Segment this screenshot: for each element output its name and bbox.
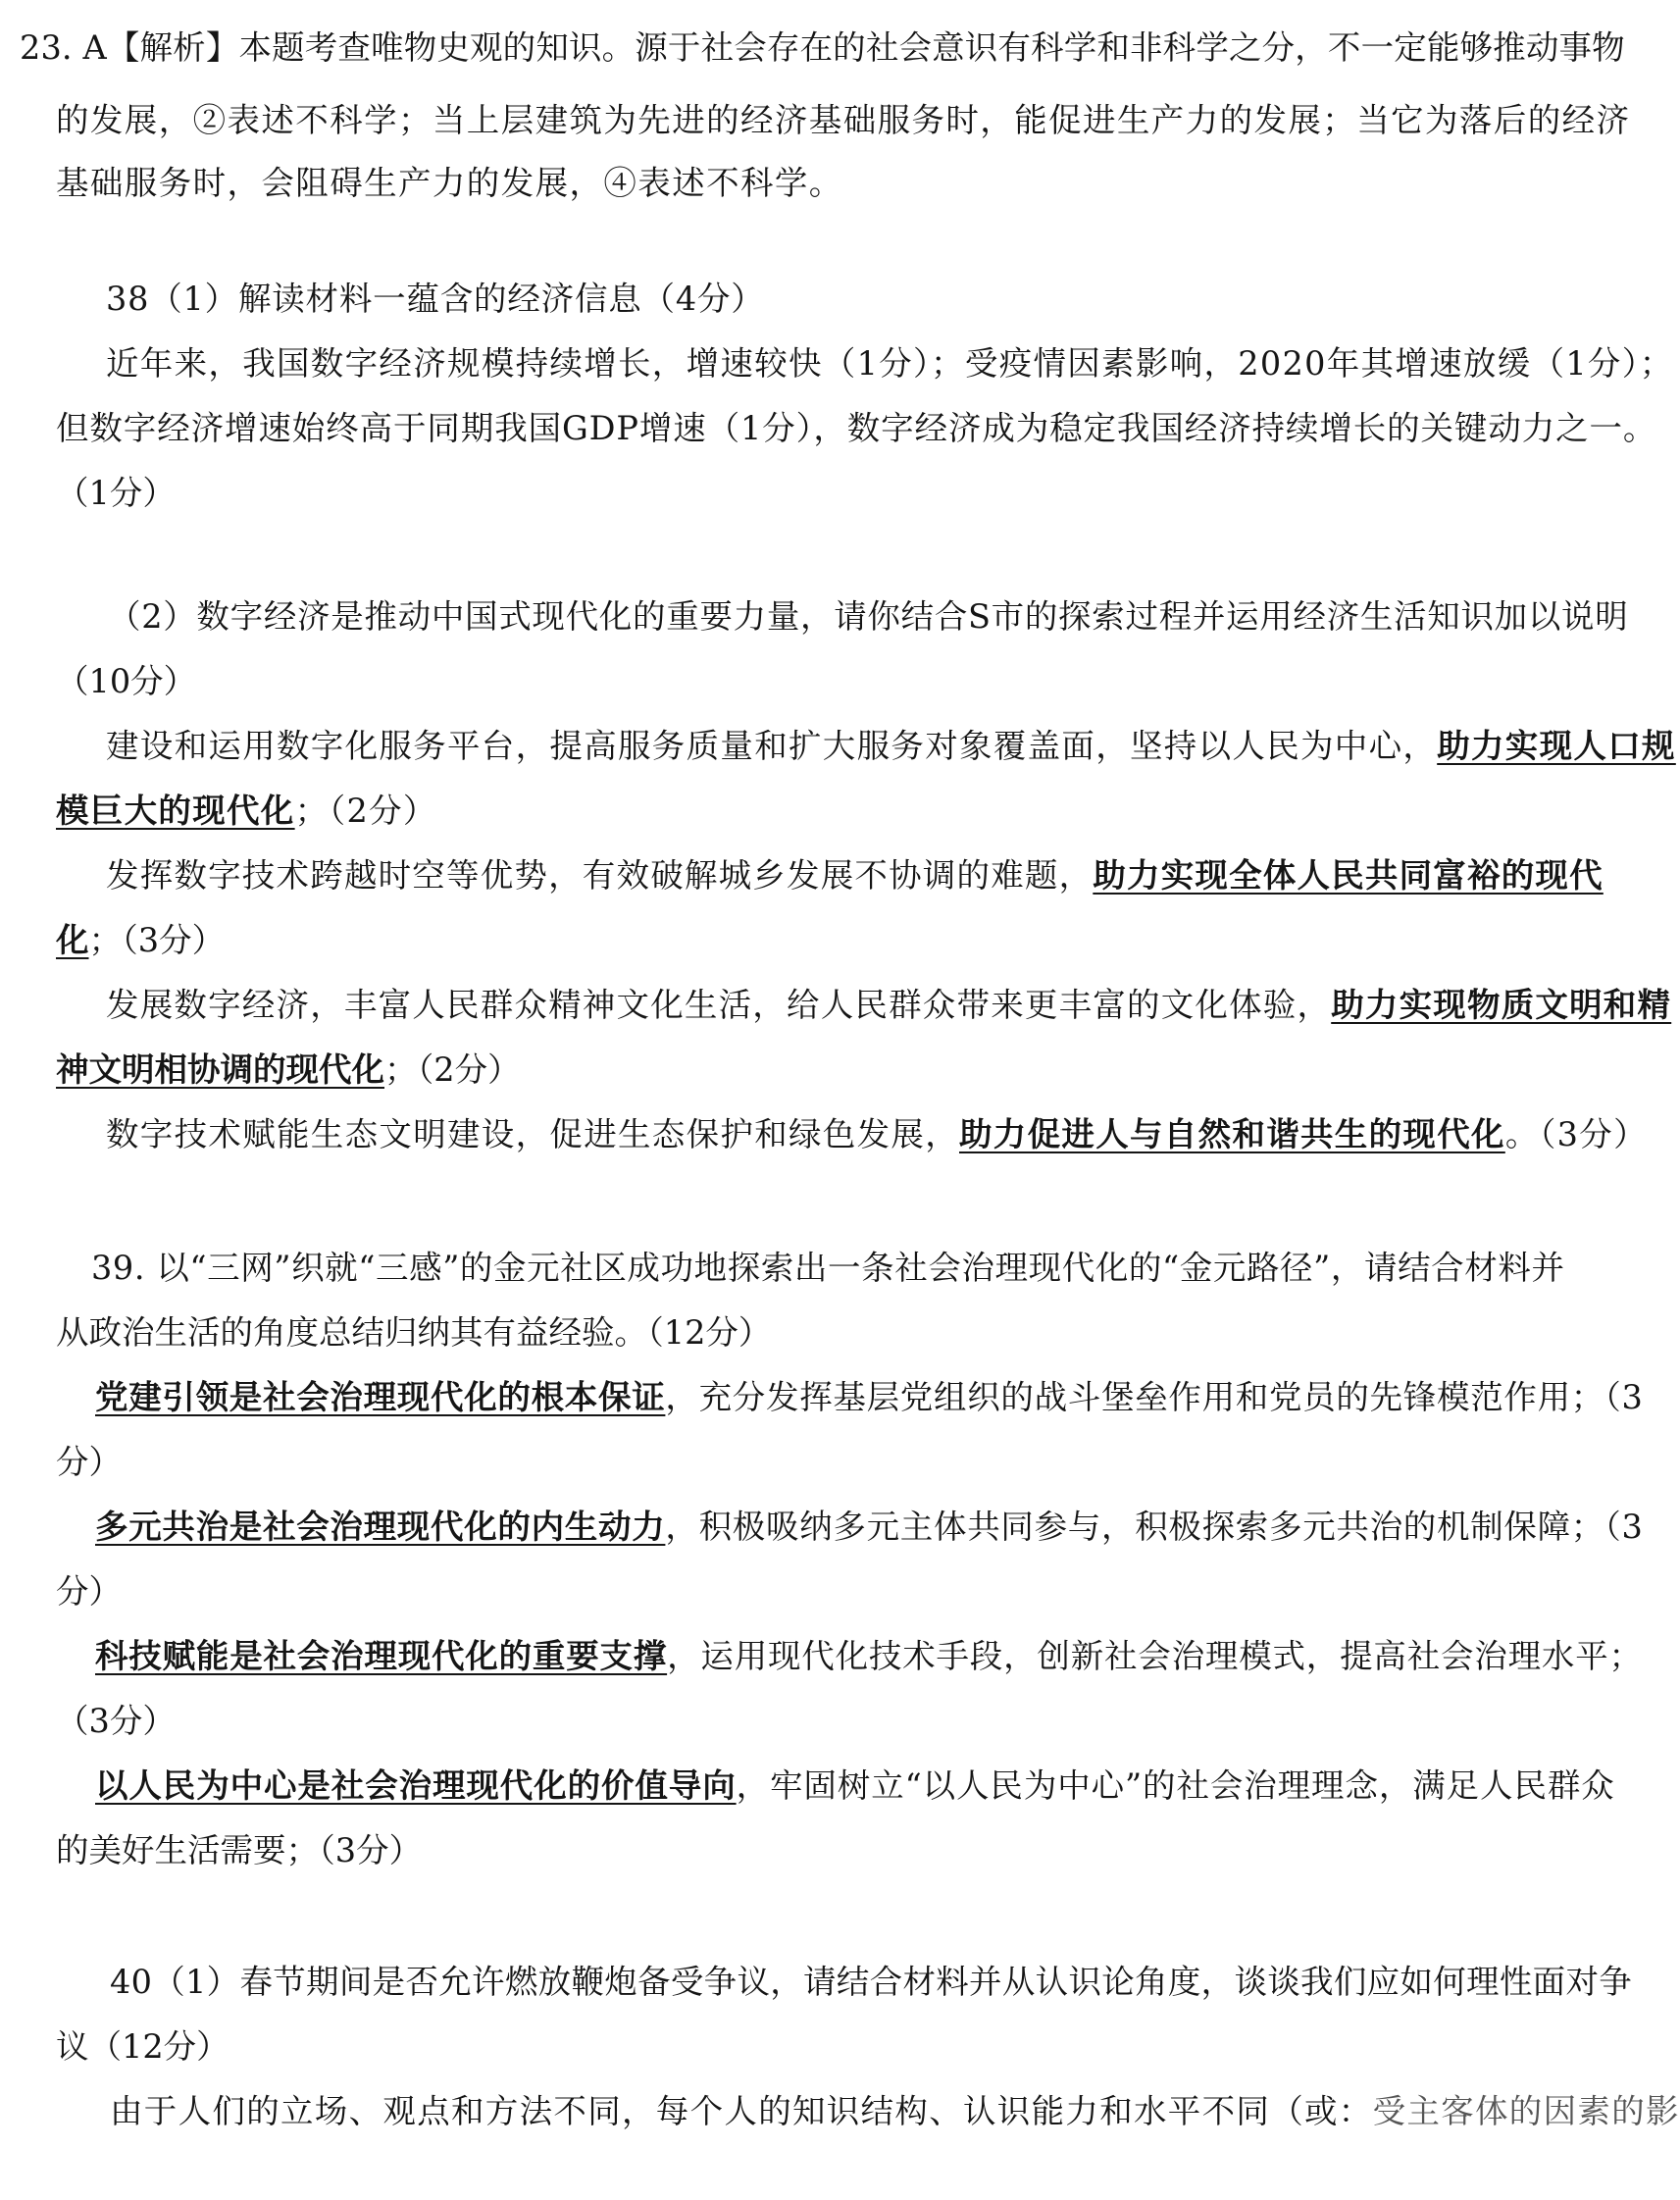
q39-point-3-line-2: （3分） [56,1702,176,1740]
q38-2-point-3-key-cont: 神文明相协调的现代化 [56,1050,384,1089]
q38-1-heading: 38（1）解读材料一蕴含的经济信息（4分） [106,280,765,318]
q38-2-point-1-key: 助力实现人口规 [1437,727,1676,765]
q38-2-point-2-line-1 [106,854,1604,897]
q38-2-heading-2: （10分） [56,662,197,700]
q38-2-point-3-line-1 [106,984,1671,1027]
q39-point-3-text: ，运用现代化技术手段，创新社会治理模式，提高社会治理水平； [667,1637,1643,1675]
q38-2-point-4-score: 。（3分） [1504,1115,1648,1153]
q39-point-1-line-1 [95,1376,1643,1419]
q39-point-2-line-1 [95,1506,1643,1549]
q39-point-4-text: ，牢固树立“以人民为中心”的社会治理理念，满足人民群众 [736,1766,1615,1805]
q38-2-point-2-key: 助力实现全体人民共同富裕的现代 [1093,856,1604,895]
q39-point-1-text: ，充分发挥基层党组织的战斗堡垒作用和党员的先锋模范作用；（3 [665,1378,1644,1416]
q38-2-point-4 [106,1113,1648,1156]
q39-point-2-text: ，积极吸纳多元主体共同参与，积极探索多元共治的机制保障；（3 [665,1508,1644,1546]
q38-2-point-2-text: 发挥数字技术跨越时空等优势，有效破解城乡发展不协调的难题， [106,856,1094,895]
q39-heading-2: 从政治生活的角度总结归纳其有益经验。（12分） [56,1313,772,1352]
q38-2-point-3-key: 助力实现物质文明和精 [1331,986,1672,1024]
q39-point-3-line-1 [95,1635,1643,1678]
q38-2-point-1-line-1 [106,725,1676,768]
q38-2-point-1-score: ；（2分） [294,792,437,830]
q39-heading-1: 39. 以“三网”织就“三感”的金元社区成功地探索出一条社会治理现代化的“金元路径”，请结合材料并 [91,1249,1565,1287]
q40-1-heading-2: 议（12分） [56,2027,229,2066]
q38-2-point-3-score: ；（2分） [384,1050,521,1089]
q39-point-4-line-1 [95,1765,1615,1808]
q38-2-point-2-score: ；（3分） [88,921,226,959]
q38-2-heading-1: （2）数字经济是推动中国式现代化的重要力量，请你结合S市的探索过程并运用经济生活知识加以说明 [108,597,1629,636]
q39-point-1-line-2: 分） [56,1443,122,1481]
q39-point-4-key: 以人民为中心是社会治理现代化的价值导向 [95,1766,737,1805]
q38-2-point-2-key-cont: 化 [56,921,89,959]
q38-2-point-3-text: 发展数字经济，丰富人民群众精神文化生活，给人民群众带来更丰富的文化体验， [106,986,1332,1024]
q39-point-2-key: 多元共治是社会治理现代化的内生动力 [95,1508,666,1546]
q40-1-line-1-text: 由于人们的立场、观点和方法不同，每个人的知识结构、认识能力和水平不同（或： [110,2092,1373,2130]
q40-1-heading-1: 40（1）春节期间是否允许燃放鞭炮备受争议，请结合材料并从认识论角度，谈谈我们应如何理性面对争 [110,1963,1633,2001]
q23-line-1: 23. A【解析】本题考查唯物史观的知识。源于社会存在的社会意识有科学和非科学之分，不一定能够推动事物 [20,28,1625,67]
q40-1-line-1-faded-text: 受主客体的因素的影 [1372,2092,1680,2130]
q40-1-line-1 [110,2090,1680,2133]
q39-point-4-line-2: 的美好生活需要；（3分） [56,1831,423,1869]
q39-point-1-key: 党建引领是社会治理现代化的根本保证 [95,1378,666,1416]
q39-point-3-key: 科技赋能是社会治理现代化的重要支撑 [95,1637,668,1675]
q38-2-point-1-line-2 [56,790,437,833]
q38-2-point-3-line-2 [56,1049,521,1092]
q38-2-point-1-key-cont: 模巨大的现代化 [56,792,295,830]
q23-line-3: 基础服务时，会阻碍生产力的发展，④表述不科学。 [56,164,843,202]
q38-2-point-1-text: 建设和运用数字化服务平台，提高服务质量和扩大服务对象覆盖面，坚持以人民为中心， [106,727,1438,765]
q38-1-line-2: 但数字经济增速始终高于同期我国GDP增速（1分），数字经济成为稳定我国经济持续增长的关键动力之一。 [56,409,1657,447]
q38-2-point-2-line-2 [56,919,225,962]
q39-point-2-line-2: 分） [56,1572,122,1611]
q38-1-line-3: （1分） [56,474,176,512]
q38-2-point-4-text: 数字技术赋能生态文明建设，促进生态保护和绿色发展， [106,1115,959,1153]
q38-2-point-4-key: 助力促进人与自然和谐共生的现代化 [959,1115,1505,1153]
q23-line-2: 的发展，②表述不科学；当上层建筑为先进的经济基础服务时，能促进生产力的发展；当它为落后的经济 [56,101,1631,139]
q38-1-line-1: 近年来，我国数字经济规模持续增长，增速较快（1分）；受疫情因素影响，2020年其增速放缓（1分）； [106,344,1674,383]
